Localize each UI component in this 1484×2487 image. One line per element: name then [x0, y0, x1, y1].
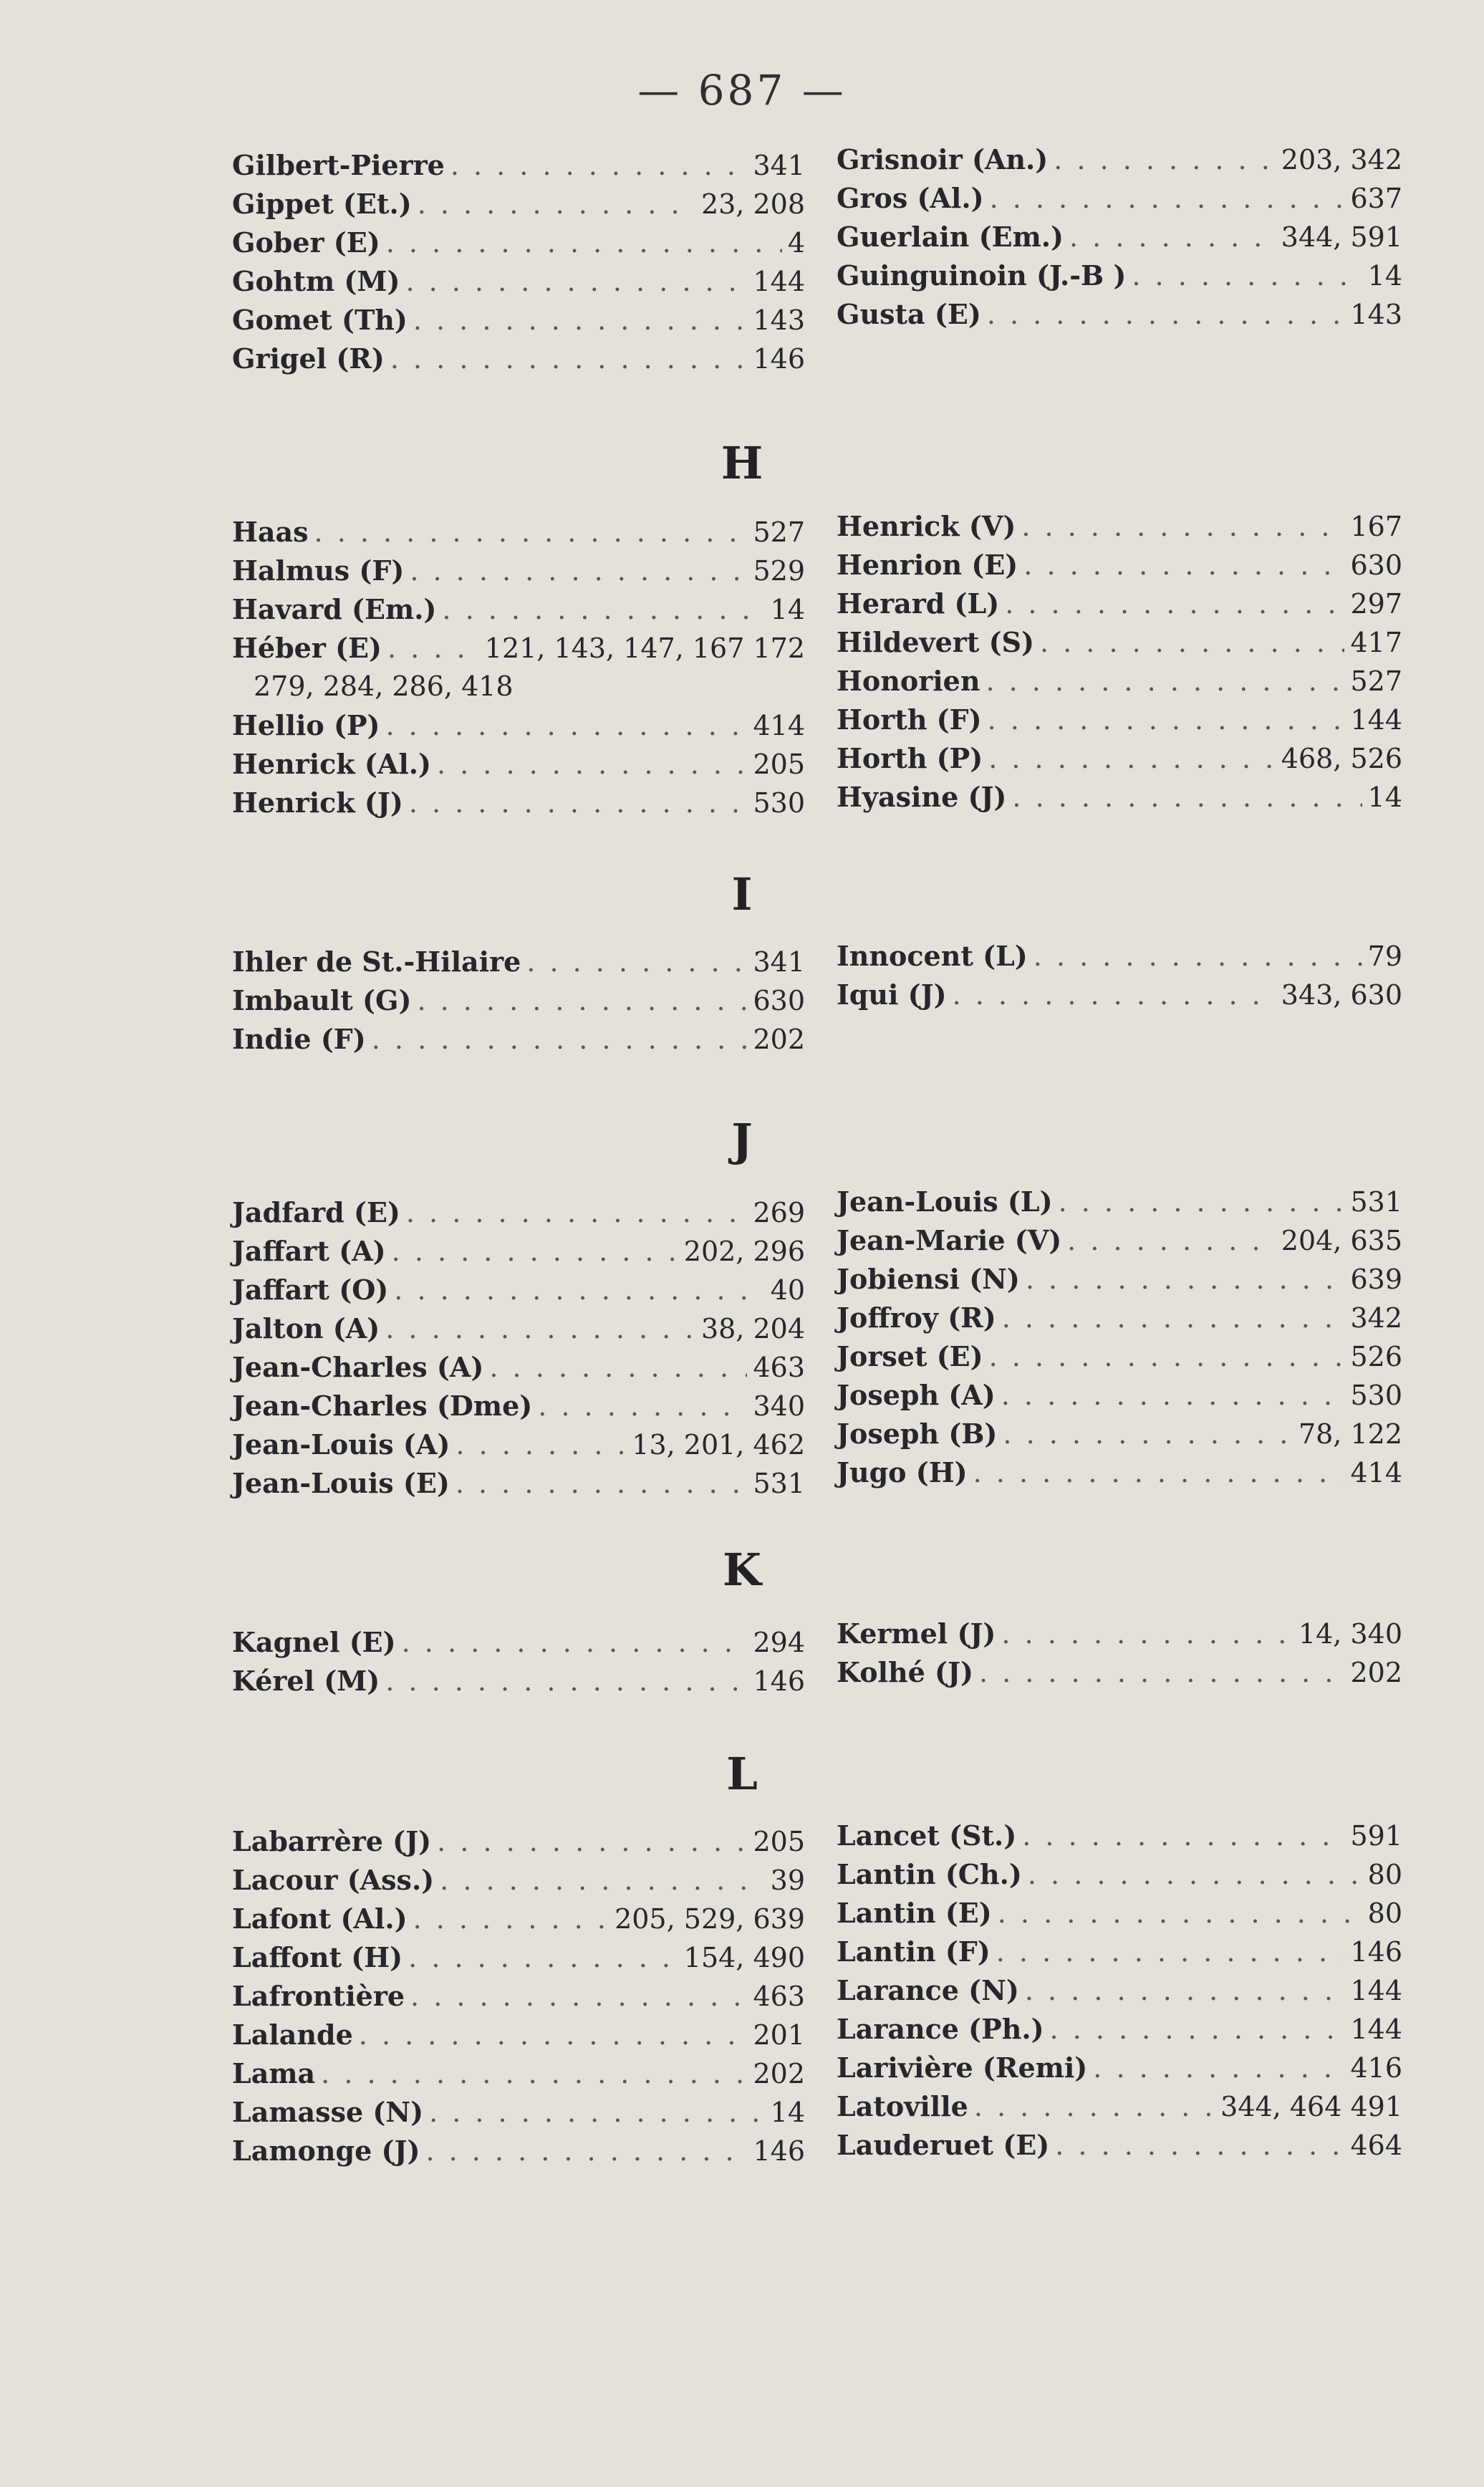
entry-pages: 38, 204 — [700, 1313, 805, 1344]
entry-name: Jugo (H) — [837, 1456, 968, 1488]
index-entry — [232, 1312, 805, 1351]
entry-pages: 463 — [753, 1352, 805, 1383]
entry-pages: 14, 340 — [1298, 1618, 1402, 1650]
dot-leader — [1005, 588, 1344, 620]
index-entry — [837, 1302, 1402, 1340]
entry-pages: 529 — [753, 555, 805, 587]
entry-pages: 463 — [753, 1981, 805, 2012]
entry-pages: 527 — [1350, 665, 1402, 697]
dot-leader — [1059, 1186, 1345, 1218]
index-entry — [232, 1941, 805, 1980]
dot-leader — [1021, 511, 1344, 542]
entry-name: Lafont (Al.) — [232, 1902, 408, 1935]
index-entry — [837, 1379, 1402, 1418]
dot-leader — [988, 704, 1345, 736]
index-entry — [837, 1858, 1402, 1897]
entry-name: Henrick (Al.) — [232, 748, 431, 780]
dot-leader — [973, 1457, 1345, 1488]
entry-pages: 204, 635 — [1281, 1225, 1402, 1256]
index-entry — [837, 1656, 1402, 1695]
dot-leader — [394, 1274, 764, 1306]
entry-pages: 39 — [770, 1865, 805, 1896]
section-letter-k: K — [723, 1544, 761, 1596]
entry-pages: 144 — [753, 266, 805, 297]
entry-name: Horth (F) — [837, 703, 982, 736]
entry-name: Iqui (J) — [837, 978, 947, 1011]
dot-leader — [1001, 1618, 1293, 1650]
dot-leader — [1069, 221, 1276, 253]
dot-leader — [1002, 1302, 1345, 1334]
entry-name: Jorset (E) — [837, 1340, 983, 1372]
dot-leader — [314, 516, 748, 548]
section-j-right-column — [837, 1185, 1402, 1495]
index-entry — [837, 1617, 1402, 1656]
entry-pages: 279, 284, 286, 418 — [254, 670, 514, 702]
index-entry — [232, 1196, 805, 1235]
entry-pages: 201 — [753, 2019, 805, 2051]
entry-pages: 341 — [753, 150, 805, 181]
section-g-left-column — [232, 149, 805, 381]
entry-pages: 203, 342 — [1281, 144, 1402, 175]
entry-pages: 13, 201, 462 — [632, 1429, 805, 1461]
entry-name: Guerlain (Em.) — [837, 221, 1064, 253]
entry-pages: 146 — [1350, 1936, 1402, 1968]
dot-leader — [386, 710, 748, 741]
entry-name: Lamasse (N) — [232, 2096, 424, 2128]
dot-leader — [986, 665, 1344, 697]
section-h-left-column — [232, 516, 805, 825]
entry-name: Lancet (St.) — [837, 1819, 1017, 1852]
dot-leader — [442, 594, 764, 625]
section-k-right-column — [837, 1617, 1402, 1695]
index-entry — [837, 2051, 1402, 2090]
dot-leader — [989, 1341, 1345, 1372]
index-entry — [837, 1897, 1402, 1935]
entry-name: Henrick (V) — [837, 510, 1016, 542]
entry-name: Joseph (B) — [837, 1418, 998, 1450]
index-entry — [232, 1467, 805, 1506]
index-entry — [232, 554, 805, 593]
dot-leader — [456, 1468, 748, 1499]
entry-name: Larance (Ph.) — [837, 2013, 1044, 2045]
entry-pages: 637 — [1350, 183, 1402, 214]
entry-name: Jean-Louis (A) — [232, 1428, 450, 1461]
index-entry — [837, 940, 1402, 978]
dot-leader — [392, 1236, 678, 1267]
entry-pages: 531 — [753, 1468, 805, 1499]
index-entry — [837, 1185, 1402, 1224]
index-entry — [232, 1864, 805, 1902]
dot-leader — [386, 227, 782, 259]
entry-pages: 79 — [1367, 941, 1402, 972]
index-entry — [837, 549, 1402, 587]
dot-leader — [456, 1429, 626, 1461]
entry-pages: 167 — [1350, 511, 1402, 542]
index-entry — [232, 709, 805, 748]
entry-pages: 202 — [1350, 1657, 1402, 1688]
dot-leader — [402, 1627, 748, 1658]
entry-name: Jalton (A) — [232, 1312, 380, 1344]
entry-name: Herard (L) — [837, 587, 1000, 620]
entry-pages: 80 — [1367, 1859, 1402, 1890]
section-j-left-column — [232, 1196, 805, 1506]
index-entry — [232, 2019, 805, 2057]
entry-name: Jean-Louis (L) — [837, 1185, 1053, 1218]
index-entry — [232, 2057, 805, 2096]
index-entry — [232, 1235, 805, 1274]
section-i-right-column — [837, 940, 1402, 1017]
entry-pages: 121, 143, 147, 167 172 — [484, 632, 805, 664]
dot-leader — [998, 1897, 1362, 1929]
entry-name: Grigel (R) — [232, 342, 385, 375]
entry-name: Gippet (Et.) — [232, 188, 412, 220]
entry-pages: 464 — [1350, 2130, 1402, 2161]
entry-pages: 202 — [753, 2058, 805, 2089]
entry-pages: 205 — [753, 1826, 805, 1857]
dot-leader — [413, 1903, 610, 1935]
section-l-right-column — [837, 1819, 1402, 2168]
dot-leader — [979, 1657, 1345, 1688]
entry-pages: 294 — [753, 1627, 805, 1658]
index-entry — [837, 1974, 1402, 2013]
entry-pages: 530 — [753, 787, 805, 819]
index-entry — [837, 1819, 1402, 1858]
dot-leader — [1054, 144, 1276, 175]
index-entry — [837, 1418, 1402, 1456]
entry-name: Jean-Marie (V) — [837, 1224, 1062, 1256]
index-entry — [837, 221, 1402, 259]
dot-leader — [437, 1826, 747, 1857]
dot-leader — [410, 1981, 747, 2012]
entry-name: Lamonge (J) — [232, 2135, 420, 2167]
index-entry — [232, 265, 805, 304]
entry-name: Halmus (F) — [232, 554, 405, 587]
section-letter-h: H — [721, 437, 763, 489]
dot-leader — [1001, 1380, 1345, 1411]
entry-pages: 80 — [1367, 1897, 1402, 1929]
index-entry — [837, 1456, 1402, 1495]
section-i-left-column — [232, 946, 805, 1062]
entry-name: Labarrère (J) — [232, 1825, 432, 1857]
index-entry — [837, 665, 1402, 703]
index-entry — [232, 670, 805, 709]
entry-pages: 414 — [753, 710, 805, 741]
entry-name: Henrion (E) — [837, 549, 1018, 581]
entry-pages: 205, 529, 639 — [615, 1903, 805, 1935]
index-entry — [232, 786, 805, 825]
index-entry — [837, 1263, 1402, 1302]
section-g-right-column — [837, 143, 1402, 337]
index-entry — [232, 1626, 805, 1665]
index-entry — [837, 1935, 1402, 1974]
index-entry — [232, 1390, 805, 1428]
entry-pages: 78, 122 — [1298, 1418, 1402, 1450]
dot-leader — [1003, 1418, 1293, 1450]
index-entry — [232, 946, 805, 984]
dot-leader — [1028, 1859, 1362, 1890]
dot-leader — [1012, 781, 1362, 813]
dot-leader — [410, 555, 747, 587]
entry-pages: 23, 208 — [700, 188, 805, 220]
entry-name: Kagnel (E) — [232, 1626, 396, 1658]
entry-pages: 269 — [753, 1197, 805, 1228]
dot-leader — [974, 2091, 1215, 2122]
dot-leader — [990, 183, 1345, 214]
dot-leader — [489, 1352, 747, 1383]
dot-leader — [1034, 941, 1362, 972]
index-entry — [232, 188, 805, 226]
entry-name: Jean-Louis (E) — [232, 1467, 450, 1499]
entry-name: Henrick (J) — [232, 786, 403, 819]
entry-pages: 341 — [753, 946, 805, 978]
entry-name: Gusta (E) — [837, 298, 981, 330]
entry-pages: 531 — [1350, 1186, 1402, 1218]
dot-leader — [538, 1390, 747, 1422]
dot-leader — [1050, 2014, 1345, 2045]
entry-name: Joffroy (R) — [837, 1302, 996, 1334]
entry-name: Gros (Al.) — [837, 182, 984, 214]
entry-pages: 297 — [1350, 588, 1402, 620]
section-l-left-column — [232, 1825, 805, 2173]
section-k-left-column — [232, 1626, 805, 1703]
dot-leader — [1055, 2130, 1344, 2161]
entry-pages: 146 — [753, 2135, 805, 2167]
dot-leader — [1023, 549, 1344, 581]
dot-leader — [372, 1024, 748, 1055]
entry-pages: 530 — [1350, 1380, 1402, 1411]
index-entry — [232, 1428, 805, 1467]
index-entry — [232, 342, 805, 381]
index-entry — [232, 984, 805, 1023]
dot-leader — [1040, 627, 1344, 658]
entry-pages: 14 — [770, 594, 805, 625]
index-entry — [232, 2135, 805, 2173]
dot-leader — [321, 2058, 747, 2089]
entry-name: Kermel (J) — [837, 1617, 996, 1650]
dot-leader — [437, 749, 748, 780]
dot-leader — [953, 979, 1276, 1011]
index-entry — [837, 626, 1402, 665]
entry-name: Lantin (F) — [837, 1935, 991, 1968]
entry-pages: 205 — [753, 749, 805, 780]
index-entry — [837, 2129, 1402, 2168]
entry-name: Laffont (H) — [232, 1941, 403, 1973]
entry-name: Héber (E) — [232, 632, 382, 664]
entry-pages: 14 — [770, 2097, 805, 2128]
index-entry — [837, 143, 1402, 182]
entry-name: Guinguinoin (J.-B ) — [837, 259, 1127, 292]
entry-name: Hyasine (J) — [837, 781, 1007, 813]
entry-pages: 143 — [1350, 299, 1402, 330]
index-entry — [232, 632, 805, 670]
entry-pages: 146 — [753, 343, 805, 375]
entry-name: Kolhé (J) — [837, 1656, 973, 1688]
section-letter-i: I — [731, 868, 753, 920]
entry-pages: 344, 591 — [1281, 221, 1402, 253]
index-entry — [837, 742, 1402, 781]
dot-leader — [526, 946, 747, 978]
entry-name: Lalande — [232, 2019, 353, 2051]
index-entry — [232, 149, 805, 188]
entry-name: Indie (F) — [232, 1023, 366, 1055]
entry-name: Gober (E) — [232, 226, 380, 259]
entry-pages: 417 — [1350, 627, 1402, 658]
entry-pages: 343, 630 — [1281, 979, 1402, 1011]
entry-name: Jaffart (A) — [232, 1235, 386, 1267]
entry-pages: 344, 464 491 — [1220, 2091, 1402, 2122]
entry-name: Havard (Em.) — [232, 593, 437, 625]
dot-leader — [385, 1665, 747, 1697]
index-entry — [232, 304, 805, 342]
dot-leader — [440, 1865, 764, 1896]
index-entry — [232, 1274, 805, 1312]
dot-leader — [406, 1197, 748, 1228]
entry-pages: 154, 490 — [683, 1942, 805, 1973]
dot-leader — [387, 632, 479, 664]
index-entry — [837, 510, 1402, 549]
dot-leader — [450, 150, 748, 181]
entry-name: Ihler de St.-Hilaire — [232, 946, 521, 978]
entry-name: Jean-Charles (A) — [232, 1351, 484, 1383]
dot-leader — [390, 343, 748, 375]
entry-name: Honorien — [837, 665, 980, 697]
entry-name: Lama — [232, 2057, 316, 2089]
dot-leader — [1093, 2052, 1344, 2084]
entry-name: Joseph (A) — [837, 1379, 996, 1411]
entry-pages: 14 — [1367, 781, 1402, 813]
dot-leader — [996, 1936, 1345, 1968]
entry-name: Gomet (Th) — [232, 304, 408, 336]
entry-name: Haas — [232, 516, 309, 548]
dot-leader — [429, 2097, 765, 2128]
dot-leader — [408, 1942, 678, 1973]
index-entry — [837, 978, 1402, 1017]
entry-pages: 416 — [1350, 2052, 1402, 2084]
entry-pages: 202, 296 — [683, 1236, 805, 1267]
index-entry — [837, 182, 1402, 221]
entry-name: Lacour (Ass.) — [232, 1864, 435, 1896]
index-entry — [232, 226, 805, 265]
entry-pages: 526 — [1350, 1341, 1402, 1372]
entry-pages: 527 — [753, 516, 805, 548]
index-entry — [232, 593, 805, 632]
entry-pages: 342 — [1350, 1302, 1402, 1334]
entry-name: Innocent (L) — [837, 940, 1028, 972]
section-h-right-column — [837, 510, 1402, 819]
entry-pages: 144 — [1350, 704, 1402, 736]
entry-pages: 202 — [753, 1024, 805, 1055]
index-entry — [837, 298, 1402, 337]
index-entry — [837, 781, 1402, 819]
index-entry — [232, 1825, 805, 1864]
entry-pages: 144 — [1350, 1975, 1402, 2006]
index-entry — [837, 2013, 1402, 2051]
dot-leader — [988, 743, 1276, 774]
entry-pages: 340 — [753, 1390, 805, 1422]
entry-name: Gilbert-Pierre — [232, 149, 445, 181]
index-entry — [232, 1023, 805, 1062]
entry-name: Larance (N) — [837, 1974, 1019, 2006]
entry-pages: 144 — [1350, 2014, 1402, 2045]
entry-name: Latoville — [837, 2090, 968, 2122]
entry-name: Lantin (E) — [837, 1897, 992, 1929]
index-entry — [232, 1902, 805, 1941]
entry-name: Lauderuet (E) — [837, 2129, 1050, 2161]
entry-name: Lafrontière — [232, 1980, 405, 2012]
index-entry — [232, 2096, 805, 2135]
dot-leader — [413, 304, 748, 336]
dot-leader — [385, 1313, 695, 1344]
index-entry — [837, 587, 1402, 626]
entry-name: Jean-Charles (Dme) — [232, 1390, 533, 1422]
dot-leader — [417, 985, 747, 1016]
index-entry — [232, 1665, 805, 1703]
index-entry — [837, 703, 1402, 742]
entry-name: Lantin (Ch.) — [837, 1858, 1022, 1890]
entry-name: Hildevert (S) — [837, 626, 1034, 658]
dot-leader — [409, 787, 748, 819]
entry-pages: 143 — [753, 304, 805, 336]
entry-pages: 630 — [753, 985, 805, 1016]
index-entry — [232, 748, 805, 786]
dot-leader — [418, 188, 695, 220]
index-entry — [837, 1340, 1402, 1379]
dot-leader — [1025, 1975, 1345, 2006]
entry-name: Kérel (M) — [232, 1665, 380, 1697]
entry-pages: 146 — [753, 1665, 805, 1697]
index-entry — [232, 1351, 805, 1390]
section-letter-l: L — [726, 1748, 758, 1800]
index-entry — [837, 1224, 1402, 1263]
index-entry — [232, 1980, 805, 2019]
entry-name: Jaffart (O) — [232, 1274, 389, 1306]
entry-pages: 468, 526 — [1281, 743, 1402, 774]
entry-pages: 639 — [1350, 1264, 1402, 1295]
dot-leader — [987, 299, 1345, 330]
dot-leader — [405, 266, 747, 297]
dot-leader — [425, 2135, 747, 2167]
dot-leader — [1132, 260, 1362, 292]
entry-pages: 630 — [1350, 549, 1402, 581]
entry-name: Horth (P) — [837, 742, 983, 774]
section-letter-j: J — [731, 1114, 753, 1166]
entry-name: Imbault (G) — [232, 984, 412, 1016]
entry-name: Larivière (Remi) — [837, 2051, 1088, 2084]
index-entry — [837, 2090, 1402, 2129]
entry-pages: 4 — [787, 227, 805, 259]
entry-name: Hellio (P) — [232, 709, 380, 741]
dot-leader — [1067, 1225, 1276, 1256]
index-entry — [837, 259, 1402, 298]
dot-leader — [1022, 1820, 1344, 1852]
entry-pages: 414 — [1350, 1457, 1402, 1488]
dot-leader — [1026, 1264, 1345, 1295]
entry-name: Jadfard (E) — [232, 1196, 400, 1228]
entry-name: Grisnoir (An.) — [837, 143, 1049, 175]
dot-leader — [359, 2019, 748, 2051]
entry-name: Gohtm (M) — [232, 265, 400, 297]
entry-pages: 591 — [1350, 1820, 1402, 1852]
index-entry — [232, 516, 805, 554]
entry-name: Jobiensi (N) — [837, 1263, 1020, 1295]
page-number: — 687 — — [637, 66, 847, 115]
entry-pages: 40 — [770, 1274, 805, 1306]
entry-pages: 14 — [1367, 260, 1402, 292]
